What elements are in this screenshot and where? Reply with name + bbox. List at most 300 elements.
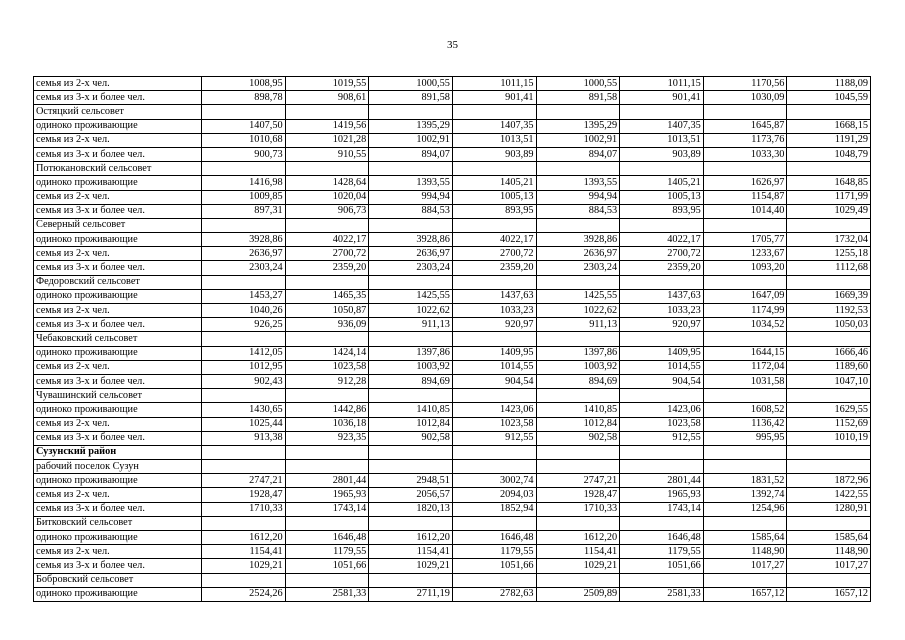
value-cell bbox=[369, 275, 453, 289]
value-cell: 3928,86 bbox=[536, 233, 620, 247]
value-cell: 1254,96 bbox=[703, 502, 787, 516]
value-cell bbox=[703, 218, 787, 232]
value-cell: 3928,86 bbox=[202, 233, 286, 247]
value-cell bbox=[620, 275, 704, 289]
value-cell: 1657,12 bbox=[787, 587, 871, 601]
value-cell: 1705,77 bbox=[703, 233, 787, 247]
value-cell bbox=[285, 332, 369, 346]
table-row bbox=[34, 289, 871, 303]
value-cell bbox=[202, 275, 286, 289]
section-header-row bbox=[34, 460, 871, 474]
value-cell: 1392,74 bbox=[703, 488, 787, 502]
value-cell: 908,61 bbox=[285, 91, 369, 105]
value-cell bbox=[202, 162, 286, 176]
value-cell: 1047,10 bbox=[787, 374, 871, 388]
value-cell: 1612,20 bbox=[369, 531, 453, 545]
value-cell: 1612,20 bbox=[202, 531, 286, 545]
row-label: одиноко проживающие bbox=[34, 289, 202, 303]
table-row bbox=[34, 133, 871, 147]
value-cell: 1710,33 bbox=[536, 502, 620, 516]
value-cell: 1442,86 bbox=[285, 403, 369, 417]
value-cell bbox=[703, 389, 787, 403]
value-cell: 1407,50 bbox=[202, 119, 286, 133]
value-cell: 1029,21 bbox=[369, 559, 453, 573]
value-cell bbox=[703, 516, 787, 530]
value-cell: 2581,33 bbox=[285, 587, 369, 601]
value-cell: 2581,33 bbox=[620, 587, 704, 601]
value-cell: 920,97 bbox=[452, 318, 536, 332]
value-cell: 893,95 bbox=[620, 204, 704, 218]
value-cell bbox=[369, 162, 453, 176]
value-cell: 1154,87 bbox=[703, 190, 787, 204]
value-cell: 1626,97 bbox=[703, 176, 787, 190]
value-cell: 903,89 bbox=[452, 147, 536, 161]
value-cell: 1112,68 bbox=[787, 261, 871, 275]
value-cell: 1820,13 bbox=[369, 502, 453, 516]
value-cell: 2359,20 bbox=[285, 261, 369, 275]
value-cell: 2636,97 bbox=[202, 247, 286, 261]
value-cell: 923,35 bbox=[285, 431, 369, 445]
value-cell: 2636,97 bbox=[369, 247, 453, 261]
value-cell: 1393,55 bbox=[369, 176, 453, 190]
table-row bbox=[34, 559, 871, 573]
value-cell: 1409,95 bbox=[452, 346, 536, 360]
value-cell bbox=[369, 218, 453, 232]
value-cell: 1008,95 bbox=[202, 77, 286, 91]
value-cell: 1419,56 bbox=[285, 119, 369, 133]
value-cell: 884,53 bbox=[369, 204, 453, 218]
value-cell: 911,13 bbox=[536, 318, 620, 332]
value-cell bbox=[369, 445, 453, 459]
value-cell bbox=[285, 445, 369, 459]
value-cell bbox=[452, 332, 536, 346]
table-row bbox=[34, 474, 871, 488]
value-cell: 906,73 bbox=[285, 204, 369, 218]
value-cell: 1657,12 bbox=[703, 587, 787, 601]
value-cell: 1048,79 bbox=[787, 147, 871, 161]
value-cell bbox=[285, 460, 369, 474]
value-cell: 1000,55 bbox=[536, 77, 620, 91]
value-cell: 1646,48 bbox=[285, 531, 369, 545]
value-cell: 1425,55 bbox=[369, 289, 453, 303]
value-cell bbox=[787, 332, 871, 346]
value-cell: 1928,47 bbox=[202, 488, 286, 502]
table-row bbox=[34, 360, 871, 374]
value-cell: 1965,93 bbox=[620, 488, 704, 502]
value-cell: 1192,53 bbox=[787, 304, 871, 318]
row-label: семья из 3-х и более чел. bbox=[34, 431, 202, 445]
value-cell: 1050,87 bbox=[285, 304, 369, 318]
value-cell bbox=[620, 516, 704, 530]
value-cell bbox=[620, 332, 704, 346]
value-cell: 1669,39 bbox=[787, 289, 871, 303]
value-cell: 2700,72 bbox=[620, 247, 704, 261]
value-cell bbox=[703, 460, 787, 474]
table-row bbox=[34, 233, 871, 247]
value-cell bbox=[787, 105, 871, 119]
value-cell: 3928,86 bbox=[369, 233, 453, 247]
value-cell bbox=[452, 445, 536, 459]
value-cell bbox=[536, 445, 620, 459]
row-label: семья из 3-х и более чел. bbox=[34, 318, 202, 332]
value-cell: 1022,62 bbox=[369, 304, 453, 318]
table-row bbox=[34, 531, 871, 545]
value-cell: 1011,15 bbox=[620, 77, 704, 91]
value-cell: 1011,15 bbox=[452, 77, 536, 91]
value-cell: 1033,30 bbox=[703, 147, 787, 161]
value-cell: 2359,20 bbox=[620, 261, 704, 275]
value-cell: 1051,66 bbox=[285, 559, 369, 573]
table-row bbox=[34, 91, 871, 105]
value-cell bbox=[787, 275, 871, 289]
value-cell: 1023,58 bbox=[620, 417, 704, 431]
value-cell bbox=[703, 573, 787, 587]
value-cell bbox=[452, 105, 536, 119]
value-cell: 1397,86 bbox=[536, 346, 620, 360]
value-cell: 1020,04 bbox=[285, 190, 369, 204]
row-label: одиноко проживающие bbox=[34, 346, 202, 360]
section-header-row bbox=[34, 573, 871, 587]
value-cell: 1010,68 bbox=[202, 133, 286, 147]
value-cell bbox=[452, 573, 536, 587]
value-cell: 936,09 bbox=[285, 318, 369, 332]
value-cell: 1465,35 bbox=[285, 289, 369, 303]
settlement-name: Северный сельсовет bbox=[34, 218, 202, 232]
value-cell: 4022,17 bbox=[620, 233, 704, 247]
value-cell: 1045,59 bbox=[787, 91, 871, 105]
settlement-name: Остяцкий сельсовет bbox=[34, 105, 202, 119]
table-row bbox=[34, 318, 871, 332]
section-header-row bbox=[34, 389, 871, 403]
section-header-row bbox=[34, 162, 871, 176]
value-cell: 1428,64 bbox=[285, 176, 369, 190]
value-cell bbox=[285, 105, 369, 119]
value-cell: 2711,19 bbox=[369, 587, 453, 601]
value-cell: 1023,58 bbox=[285, 360, 369, 374]
value-cell bbox=[620, 105, 704, 119]
value-cell bbox=[787, 516, 871, 530]
value-cell bbox=[452, 516, 536, 530]
value-cell: 1424,14 bbox=[285, 346, 369, 360]
value-cell bbox=[369, 332, 453, 346]
value-cell: 2700,72 bbox=[285, 247, 369, 261]
settlement-name: Федоровский сельсовет bbox=[34, 275, 202, 289]
value-cell: 994,94 bbox=[369, 190, 453, 204]
value-cell: 1154,41 bbox=[202, 545, 286, 559]
value-cell: 1003,92 bbox=[369, 360, 453, 374]
table-row bbox=[34, 346, 871, 360]
value-cell bbox=[536, 218, 620, 232]
row-label: семья из 3-х и более чел. bbox=[34, 91, 202, 105]
value-cell: 2359,20 bbox=[452, 261, 536, 275]
value-cell: 1034,52 bbox=[703, 318, 787, 332]
settlement-name: рабочий поселок Сузун bbox=[34, 460, 202, 474]
row-label: семья из 2-х чел. bbox=[34, 488, 202, 502]
value-cell: 1014,55 bbox=[452, 360, 536, 374]
value-cell: 1154,41 bbox=[369, 545, 453, 559]
value-cell: 1255,18 bbox=[787, 247, 871, 261]
value-cell: 1000,55 bbox=[369, 77, 453, 91]
value-cell bbox=[703, 162, 787, 176]
row-label: одиноко проживающие bbox=[34, 587, 202, 601]
value-cell: 894,69 bbox=[369, 374, 453, 388]
settlement-name: Чебаковский сельсовет bbox=[34, 332, 202, 346]
value-cell bbox=[787, 162, 871, 176]
value-cell bbox=[787, 218, 871, 232]
row-label: одиноко проживающие bbox=[34, 119, 202, 133]
value-cell: 1585,64 bbox=[703, 531, 787, 545]
table-row bbox=[34, 147, 871, 161]
table-row bbox=[34, 502, 871, 516]
value-cell: 1928,47 bbox=[536, 488, 620, 502]
value-cell bbox=[787, 445, 871, 459]
value-cell: 1002,91 bbox=[369, 133, 453, 147]
value-cell: 1012,84 bbox=[369, 417, 453, 431]
value-cell bbox=[536, 162, 620, 176]
value-cell: 1668,15 bbox=[787, 119, 871, 133]
value-cell: 901,41 bbox=[620, 91, 704, 105]
value-cell bbox=[452, 460, 536, 474]
value-cell: 1409,95 bbox=[620, 346, 704, 360]
row-label: семья из 2-х чел. bbox=[34, 545, 202, 559]
value-cell: 902,58 bbox=[536, 431, 620, 445]
value-cell: 1013,51 bbox=[452, 133, 536, 147]
row-label: семья из 3-х и более чел. bbox=[34, 147, 202, 161]
region-name: Сузунский район bbox=[34, 445, 202, 459]
value-cell: 1022,62 bbox=[536, 304, 620, 318]
value-cell: 1154,41 bbox=[536, 545, 620, 559]
value-cell bbox=[703, 105, 787, 119]
value-cell: 1648,85 bbox=[787, 176, 871, 190]
value-cell bbox=[285, 218, 369, 232]
value-cell: 1148,90 bbox=[787, 545, 871, 559]
row-label: семья из 2-х чел. bbox=[34, 77, 202, 91]
value-cell bbox=[285, 275, 369, 289]
value-cell: 1188,09 bbox=[787, 77, 871, 91]
value-cell: 1644,15 bbox=[703, 346, 787, 360]
value-cell: 1585,64 bbox=[787, 531, 871, 545]
settlement-name: Чувашинский сельсовет bbox=[34, 389, 202, 403]
value-cell bbox=[452, 162, 536, 176]
value-cell: 912,55 bbox=[620, 431, 704, 445]
value-cell: 912,55 bbox=[452, 431, 536, 445]
row-label: семья из 2-х чел. bbox=[34, 133, 202, 147]
value-cell: 2094,03 bbox=[452, 488, 536, 502]
value-cell: 894,07 bbox=[536, 147, 620, 161]
value-cell: 1831,52 bbox=[703, 474, 787, 488]
value-cell: 903,89 bbox=[620, 147, 704, 161]
value-cell bbox=[536, 332, 620, 346]
value-cell bbox=[620, 389, 704, 403]
value-cell bbox=[536, 105, 620, 119]
value-cell: 1422,55 bbox=[787, 488, 871, 502]
value-cell: 1051,66 bbox=[452, 559, 536, 573]
value-cell: 1280,91 bbox=[787, 502, 871, 516]
value-cell bbox=[202, 445, 286, 459]
value-cell: 1021,28 bbox=[285, 133, 369, 147]
value-cell bbox=[620, 573, 704, 587]
value-cell bbox=[703, 332, 787, 346]
value-cell bbox=[536, 516, 620, 530]
value-cell: 1029,21 bbox=[202, 559, 286, 573]
value-cell: 1666,46 bbox=[787, 346, 871, 360]
value-cell: 1732,04 bbox=[787, 233, 871, 247]
value-cell: 1009,85 bbox=[202, 190, 286, 204]
page-number: 35 bbox=[447, 39, 458, 51]
value-cell: 1174,99 bbox=[703, 304, 787, 318]
value-cell bbox=[703, 275, 787, 289]
value-cell: 904,54 bbox=[452, 374, 536, 388]
value-cell: 1410,85 bbox=[536, 403, 620, 417]
value-cell: 1743,14 bbox=[620, 502, 704, 516]
value-cell: 1013,51 bbox=[620, 133, 704, 147]
value-cell: 1453,27 bbox=[202, 289, 286, 303]
value-cell bbox=[620, 162, 704, 176]
value-cell: 911,13 bbox=[369, 318, 453, 332]
value-cell: 1405,21 bbox=[620, 176, 704, 190]
value-cell bbox=[452, 275, 536, 289]
value-cell: 2636,97 bbox=[536, 247, 620, 261]
value-cell: 926,25 bbox=[202, 318, 286, 332]
value-cell: 1025,44 bbox=[202, 417, 286, 431]
settlement-name: Битковский сельсовет bbox=[34, 516, 202, 530]
value-cell bbox=[285, 516, 369, 530]
value-cell: 1852,94 bbox=[452, 502, 536, 516]
table-row bbox=[34, 261, 871, 275]
table-row bbox=[34, 190, 871, 204]
value-cell: 1646,48 bbox=[452, 531, 536, 545]
table-row bbox=[34, 545, 871, 559]
value-cell: 1743,14 bbox=[285, 502, 369, 516]
value-cell bbox=[452, 389, 536, 403]
value-cell: 1965,93 bbox=[285, 488, 369, 502]
value-cell: 1010,19 bbox=[787, 431, 871, 445]
row-label: семья из 3-х и более чел. bbox=[34, 261, 202, 275]
table-row bbox=[34, 176, 871, 190]
value-cell: 901,41 bbox=[452, 91, 536, 105]
value-cell: 1017,27 bbox=[703, 559, 787, 573]
value-cell: 1423,06 bbox=[620, 403, 704, 417]
value-cell: 1233,67 bbox=[703, 247, 787, 261]
value-cell: 1033,23 bbox=[620, 304, 704, 318]
value-cell: 1012,84 bbox=[536, 417, 620, 431]
table-row bbox=[34, 587, 871, 601]
value-cell: 1136,42 bbox=[703, 417, 787, 431]
value-cell: 1029,21 bbox=[536, 559, 620, 573]
value-cell bbox=[369, 105, 453, 119]
value-cell: 1036,18 bbox=[285, 417, 369, 431]
value-cell: 1050,03 bbox=[787, 318, 871, 332]
row-label: семья из 3-х и более чел. bbox=[34, 374, 202, 388]
table-row bbox=[34, 417, 871, 431]
value-cell: 1612,20 bbox=[536, 531, 620, 545]
row-label: семья из 2-х чел. bbox=[34, 417, 202, 431]
value-cell: 2948,51 bbox=[369, 474, 453, 488]
value-cell: 1148,90 bbox=[703, 545, 787, 559]
table-row bbox=[34, 304, 871, 318]
value-cell: 2801,44 bbox=[285, 474, 369, 488]
value-cell: 1017,27 bbox=[787, 559, 871, 573]
value-cell: 1019,55 bbox=[285, 77, 369, 91]
value-cell bbox=[369, 389, 453, 403]
row-label: одиноко проживающие bbox=[34, 531, 202, 545]
value-cell: 994,94 bbox=[536, 190, 620, 204]
value-cell: 2747,21 bbox=[536, 474, 620, 488]
value-cell: 1031,58 bbox=[703, 374, 787, 388]
table-row bbox=[34, 77, 871, 91]
value-cell: 1002,91 bbox=[536, 133, 620, 147]
table-row bbox=[34, 374, 871, 388]
value-cell: 2801,44 bbox=[620, 474, 704, 488]
value-cell: 897,31 bbox=[202, 204, 286, 218]
table-row bbox=[34, 119, 871, 133]
row-label: семья из 2-х чел. bbox=[34, 360, 202, 374]
value-cell: 1093,20 bbox=[703, 261, 787, 275]
value-cell bbox=[620, 218, 704, 232]
value-cell bbox=[536, 389, 620, 403]
table-row bbox=[34, 204, 871, 218]
value-cell bbox=[787, 389, 871, 403]
value-cell: 912,28 bbox=[285, 374, 369, 388]
value-cell: 2303,24 bbox=[536, 261, 620, 275]
value-cell: 1646,48 bbox=[620, 531, 704, 545]
value-cell: 910,55 bbox=[285, 147, 369, 161]
value-cell: 1033,23 bbox=[452, 304, 536, 318]
value-cell: 900,73 bbox=[202, 147, 286, 161]
value-cell: 1430,65 bbox=[202, 403, 286, 417]
value-cell: 1423,06 bbox=[452, 403, 536, 417]
value-cell: 893,95 bbox=[452, 204, 536, 218]
value-cell: 2700,72 bbox=[452, 247, 536, 261]
value-cell: 1179,55 bbox=[452, 545, 536, 559]
row-label: семья из 3-х и более чел. bbox=[34, 204, 202, 218]
value-cell: 1029,49 bbox=[787, 204, 871, 218]
row-label: одиноко проживающие bbox=[34, 474, 202, 488]
value-cell: 891,58 bbox=[369, 91, 453, 105]
value-cell: 884,53 bbox=[536, 204, 620, 218]
value-cell bbox=[369, 516, 453, 530]
value-cell: 1012,95 bbox=[202, 360, 286, 374]
value-cell bbox=[787, 573, 871, 587]
value-cell bbox=[369, 573, 453, 587]
value-cell bbox=[285, 573, 369, 587]
value-cell: 1629,55 bbox=[787, 403, 871, 417]
value-cell bbox=[787, 460, 871, 474]
value-cell: 1710,33 bbox=[202, 502, 286, 516]
value-cell bbox=[536, 460, 620, 474]
value-cell: 2782,63 bbox=[452, 587, 536, 601]
value-cell: 1005,13 bbox=[620, 190, 704, 204]
region-header-row bbox=[34, 445, 871, 459]
tariff-table-body bbox=[34, 77, 871, 602]
table-row bbox=[34, 247, 871, 261]
value-cell: 1395,29 bbox=[369, 119, 453, 133]
value-cell: 1040,26 bbox=[202, 304, 286, 318]
value-cell: 913,38 bbox=[202, 431, 286, 445]
row-label: семья из 3-х и более чел. bbox=[34, 502, 202, 516]
table-row bbox=[34, 431, 871, 445]
value-cell: 1397,86 bbox=[369, 346, 453, 360]
value-cell: 1191,29 bbox=[787, 133, 871, 147]
value-cell: 1437,63 bbox=[452, 289, 536, 303]
value-cell: 902,58 bbox=[369, 431, 453, 445]
value-cell: 894,07 bbox=[369, 147, 453, 161]
value-cell: 1872,96 bbox=[787, 474, 871, 488]
section-header-row bbox=[34, 275, 871, 289]
section-header-row bbox=[34, 218, 871, 232]
value-cell: 902,43 bbox=[202, 374, 286, 388]
value-cell: 920,97 bbox=[620, 318, 704, 332]
